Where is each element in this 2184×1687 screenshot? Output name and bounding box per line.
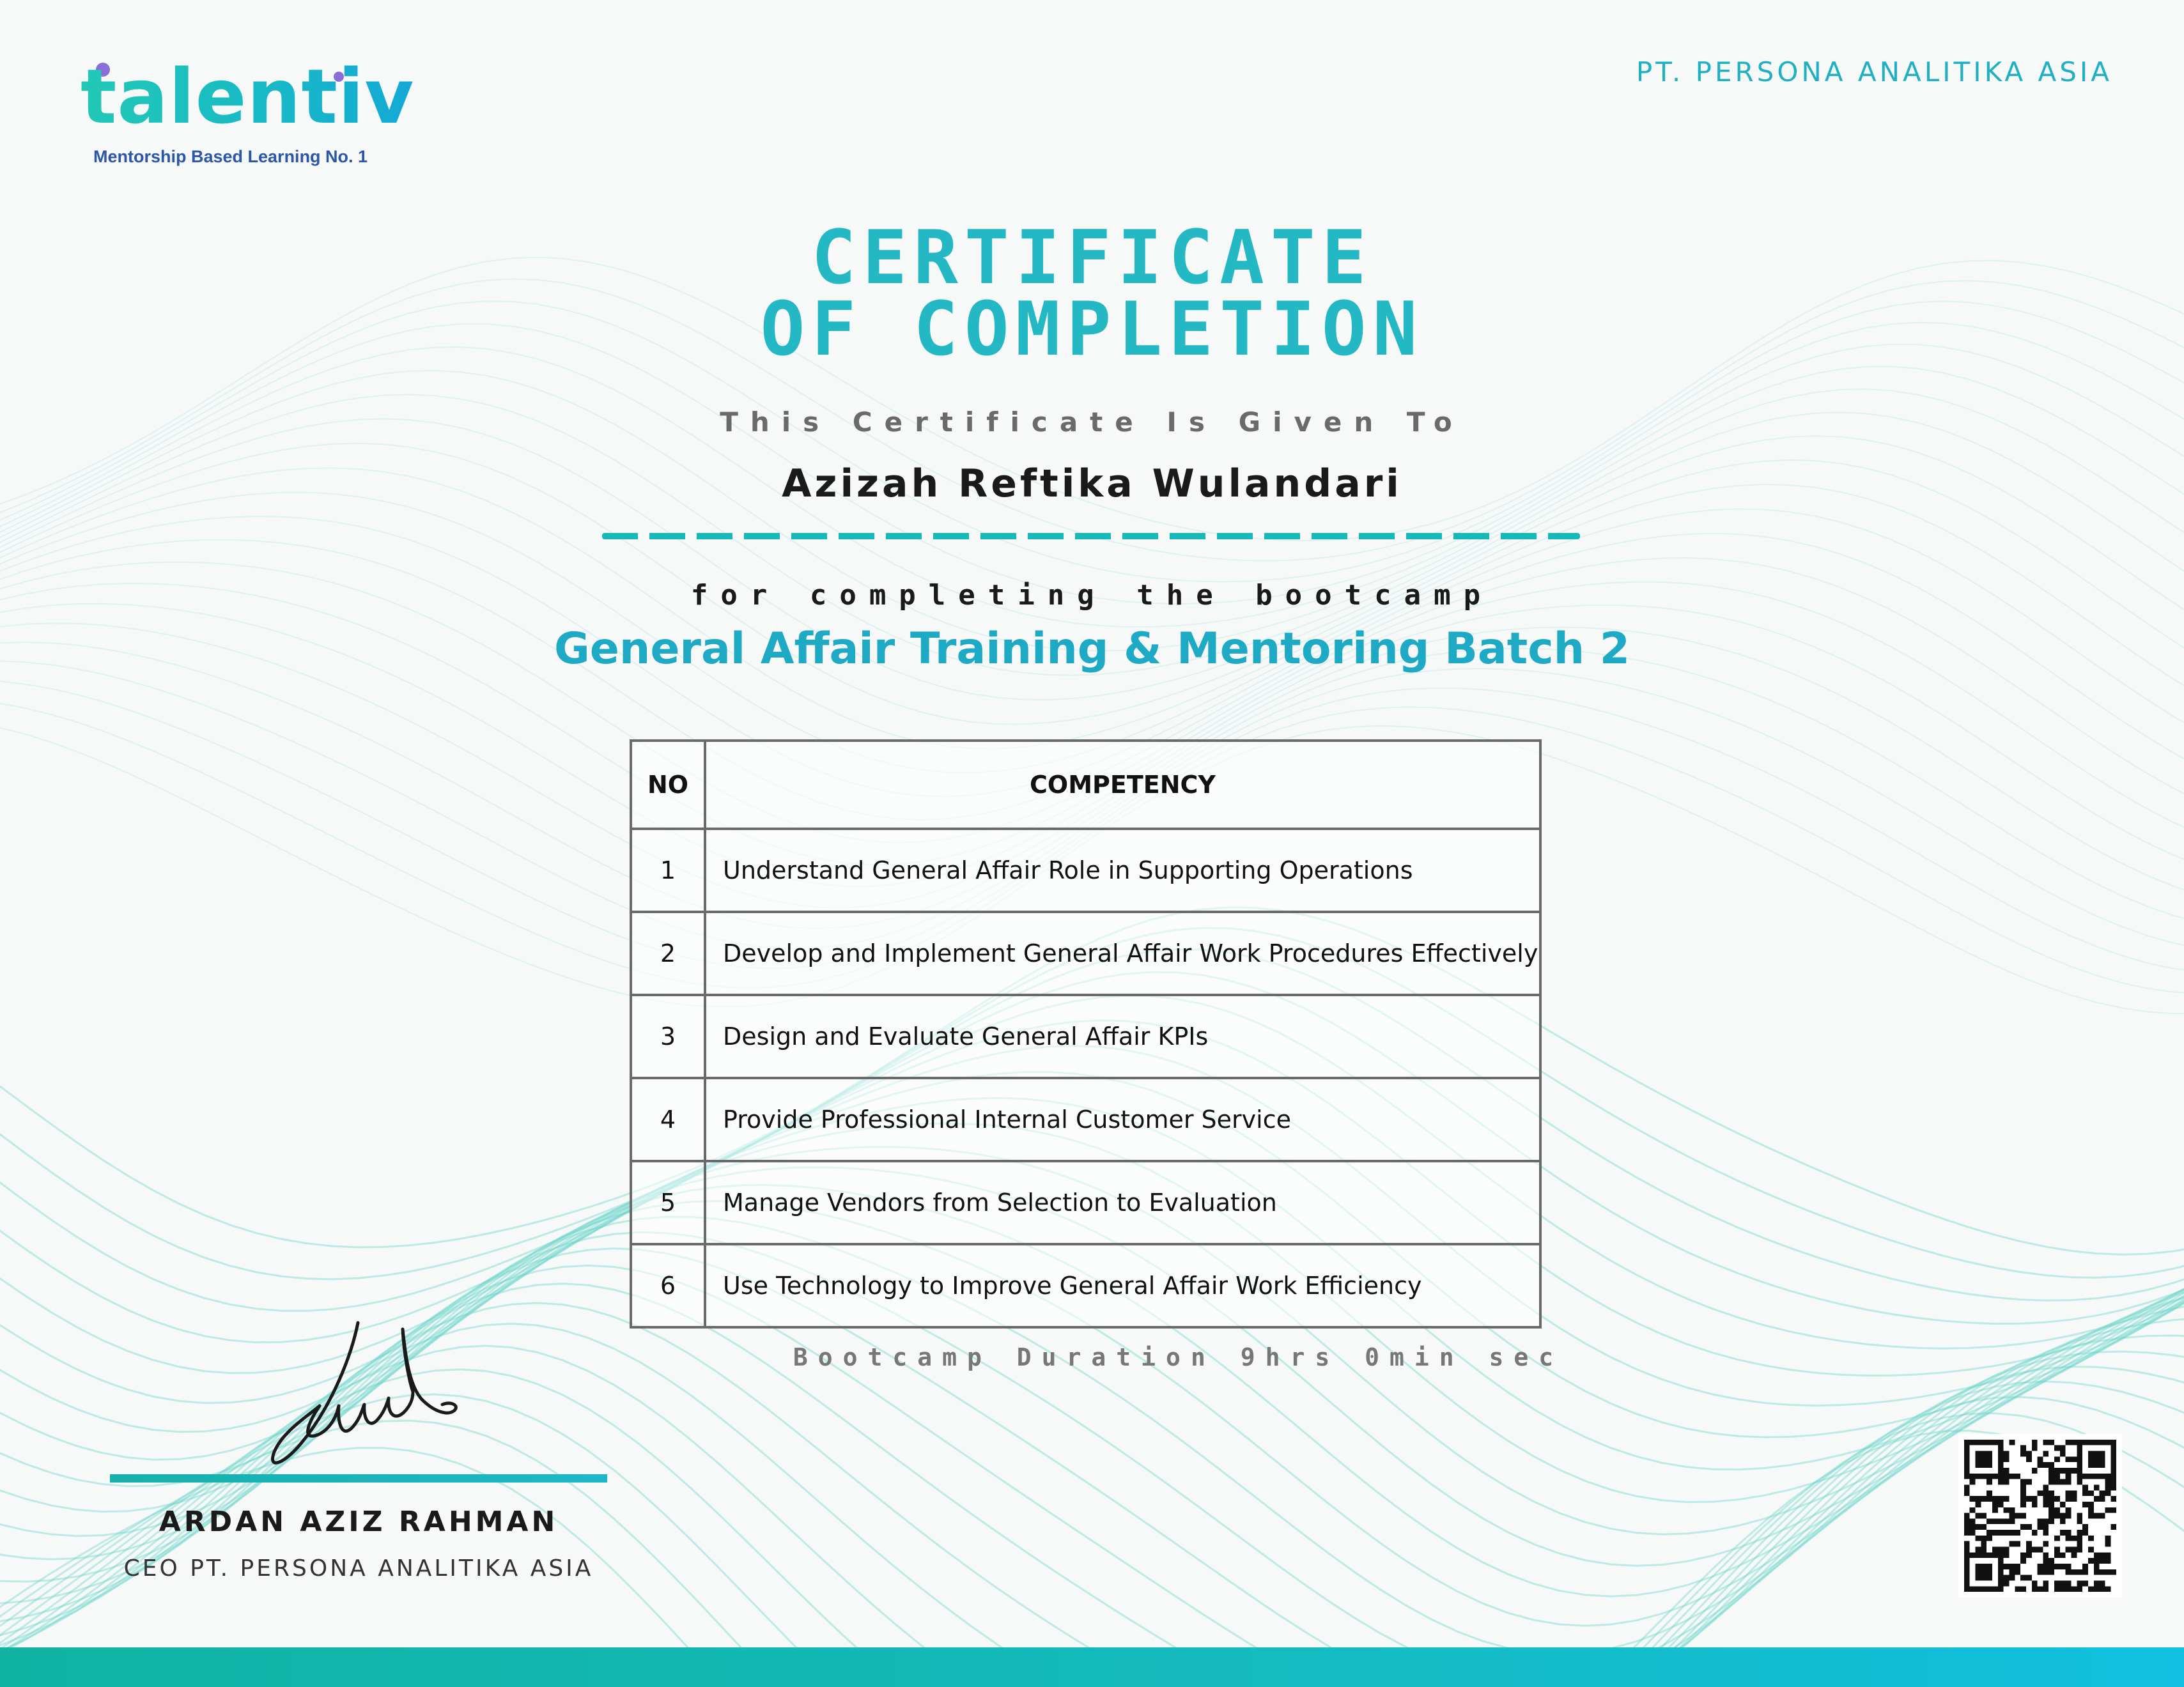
certificate-title-line-1: CERTIFICATE (811, 215, 1373, 301)
row-number: 6 (631, 1244, 705, 1327)
row-competency: Understand General Affair Role in Supporting Operations (705, 829, 1540, 912)
bootcamp-name: General Affair Training & Mentoring Batch 2 (554, 624, 1630, 674)
for-completing-label: for completing the bootcamp (690, 579, 1494, 612)
row-competency: Use Technology to Improve General Affair Work Efficiency (705, 1244, 1540, 1327)
handwritten-signature-icon (262, 1316, 473, 1476)
talentiv-logo (81, 52, 415, 174)
logo-tagline: Mentorship Based Learning No. 1 (93, 147, 368, 166)
table-header-row (631, 741, 1540, 829)
competency-table (630, 739, 1542, 1329)
signature-line (110, 1474, 607, 1483)
logo-wordmark: talentiv (81, 52, 415, 141)
table-row (631, 995, 1540, 1078)
row-number: 5 (631, 1161, 705, 1244)
row-number: 1 (631, 829, 705, 912)
bootcamp-duration: Bootcamp Duration 9hrs 0min sec (793, 1343, 1564, 1371)
qr-code-icon (1958, 1434, 2122, 1598)
company-name: PT. PERSONA ANALITIKA ASIA (1636, 56, 2112, 88)
signer-title: CEO PT. PERSONA ANALITIKA ASIA (123, 1555, 594, 1582)
certificate-title-line-2: OF COMPLETION (760, 286, 1424, 373)
row-number: 2 (631, 912, 705, 995)
table-row (631, 912, 1540, 995)
table-row (631, 1161, 1540, 1244)
recipient-dashed-underline (602, 533, 1580, 539)
certificate-title (0, 215, 2184, 373)
row-competency: Design and Evaluate General Affair KPIs (705, 995, 1540, 1078)
row-competency: Provide Professional Internal Customer Service (705, 1078, 1540, 1161)
row-number: 3 (631, 995, 705, 1078)
row-competency: Manage Vendors from Selection to Evaluation (705, 1161, 1540, 1244)
row-competency: Develop and Implement General Affair Work Procedures Effectively (705, 912, 1540, 995)
row-number: 4 (631, 1078, 705, 1161)
signer-name: ARDAN AZIZ RAHMAN (159, 1506, 559, 1538)
table-row (631, 1244, 1540, 1327)
table-row (631, 1078, 1540, 1161)
given-to-label: This Certificate Is Given To (720, 406, 1464, 438)
table-row (631, 829, 1540, 912)
recipient-name: Azizah Reftika Wulandari (782, 461, 1402, 506)
header-no: NO (631, 741, 705, 829)
header-competency: COMPETENCY (705, 741, 1540, 829)
bottom-accent-bar (0, 1647, 2184, 1687)
